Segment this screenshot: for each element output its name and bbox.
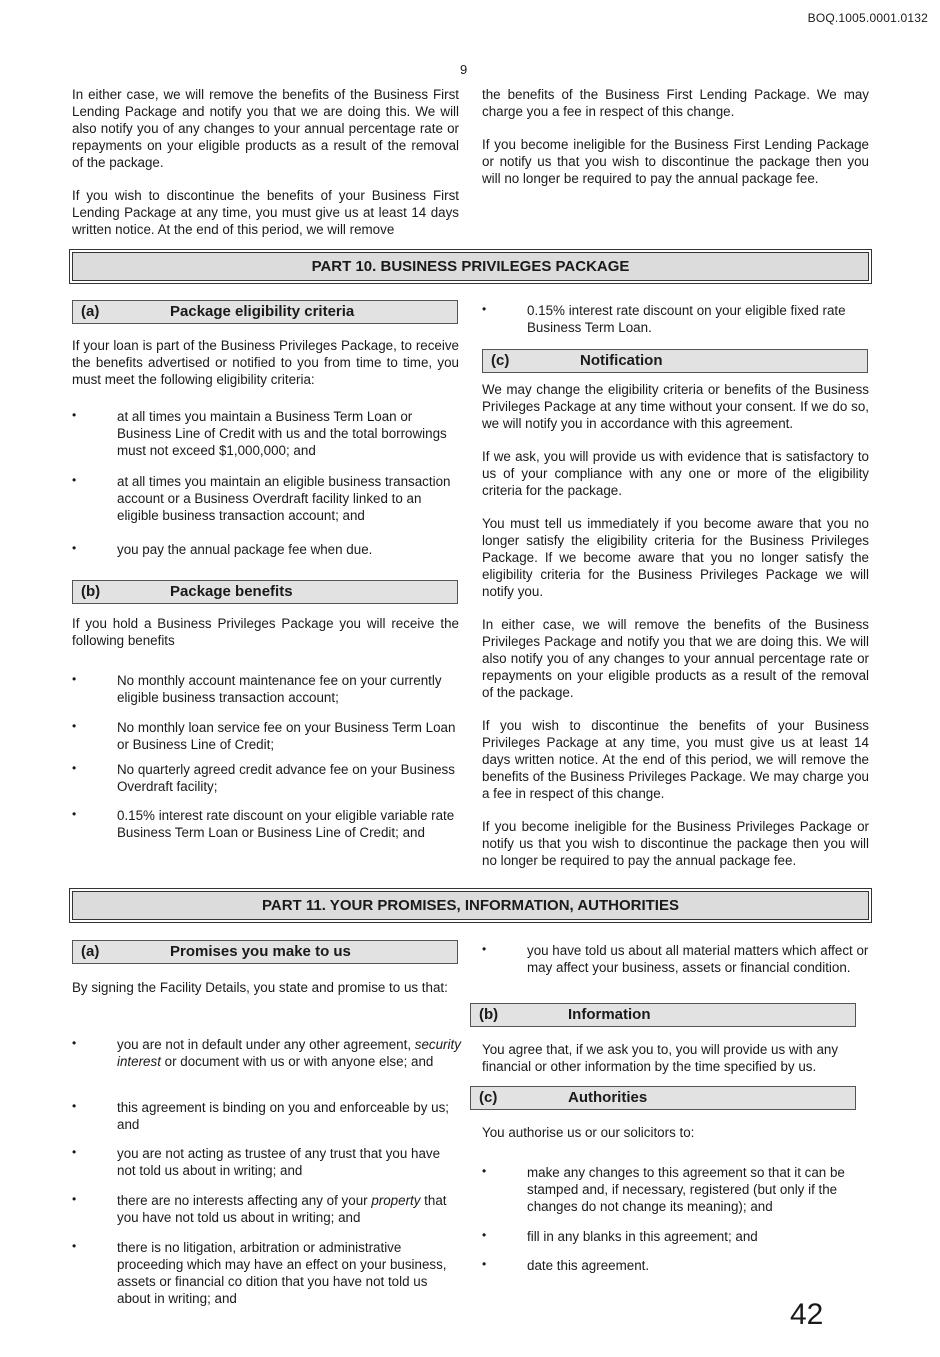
list-item-text: make any changes to this agreement so that it can be stamped and, if necessary, registered (but only if the changes do not change its meaning); and [527,1165,845,1214]
top-left-column [72,86,459,238]
bullet-icon: • [72,1145,77,1159]
promises-intro [72,979,459,996]
paragraph: If we ask, you will provide us with evidence that is satisfactory to us of your compliance with any one or more of the eligibility criteria for the package. [482,449,869,498]
list-item-text: you are not acting as trustee of any trust that you have not told us about in writing; and [117,1146,441,1178]
bullet-icon: • [72,807,77,821]
bullet-icon: • [72,761,77,775]
section-title: Authorities [568,1089,648,1106]
part-10-heading: PART 10. BUSINESS PRIVILEGES PACKAGE [72,252,869,281]
section-heading-benefits [72,580,458,604]
paragraph: You authorise us or our solicitors to: [482,1125,695,1140]
list-item-text: there are no interests affecting any of your property that you have not told us about in writing; and [117,1193,447,1225]
bullet-icon: • [482,1228,487,1242]
paragraph: If you become ineligible for the Business Privileges Package or notify us that you wish to discontinue the package then you will no longer be required to pay the annual package fee. [482,819,869,868]
section-letter: (c) [491,352,510,369]
bullet-icon: • [72,672,77,686]
paragraph: If you hold a Business Privileges Package you will receive the following benefits [72,616,459,648]
paragraph: If you become ineligible for the Business First Lending Package or notify us that you wish to discontinue the package then you will no longer be required to pay the annual package fee. [482,137,869,186]
paragraph: In either case, we will remove the benefits of the Business Privileges Package and notify you that we are doing this. We will also notify you of any changes to your annual percentage rate or repayments on your eligible products as a result of the removal of the package. [482,617,869,700]
section-letter: (c) [479,1089,498,1106]
bullet-icon: • [72,1036,77,1050]
list-item-text: No monthly account maintenance fee on your currently eligible business transaction account; [117,673,442,705]
paragraph: You agree that, if we ask you to, you will provide us with any financial or other information by the time specified by us. [482,1042,839,1074]
section-heading-information [470,1003,856,1027]
paragraph: By signing the Facility Details, you state and promise to us that: [72,980,448,995]
bullet-icon: • [482,1257,487,1271]
list-item-text: you pay the annual package fee when due. [117,542,373,557]
eligibility-intro [72,337,459,388]
list-item-text: this agreement is binding on you and enforceable by us; and [117,1100,450,1132]
bullet-icon: • [482,302,487,316]
section-title: Promises you make to us [170,943,351,960]
document-id: BOQ.1005.0001.0132 [807,11,928,25]
list-item-text: at all times you maintain a Business Term Loan or Business Line of Credit with us and the total borrowings must not exceed $1,000,000; and [117,409,447,458]
list-item-text: No quarterly agreed credit advance fee on your Business Overdraft facility; [117,762,455,794]
list-item-text: 0.15% interest rate discount on your eligible variable rate Business Term Loan or Business Line of Credit; and [117,808,455,840]
list-item-text: fill in any blanks in this agreement; and [527,1229,758,1244]
section-title: Information [568,1006,651,1023]
bullet-icon: • [72,541,77,555]
section-title: Notification [580,352,663,369]
section-letter: (a) [81,303,100,320]
bullet-icon: • [72,1239,77,1253]
benefits-intro [72,615,459,649]
list-item-text: date this agreement. [527,1258,650,1273]
paragraph: If you wish to discontinue the benefits of your Business Privileges Package at any time, you must give us at least 14 days written notice. At the end of this period, we will remove the benefits of the Business Privileges Package. We may charge you a fee in respect of this change. [482,718,869,801]
bullet-icon: • [72,1192,77,1206]
list-item-text: there is no litigation, arbitration or administrative proceeding which may have an effect on your business, assets or financial co dition that you have not told us about in writing; and [117,1240,447,1306]
section-heading-promises [72,940,458,964]
bullet-icon: • [72,719,77,733]
paragraph: In either case, we will remove the benefits of the Business First Lending Package and notify you that we are doing this. We will also notify you of any changes to your annual percentage rate or repayments on your eligible products as a result of the removal of the package. [72,87,459,170]
section-letter: (a) [81,943,100,960]
page-number: 9 [460,62,468,77]
section-title: Package eligibility criteria [170,303,355,320]
defined-term: property [371,1193,421,1208]
bullet-icon: • [72,408,77,422]
section-title: Package benefits [170,583,293,600]
notification-paragraphs [482,381,869,869]
bullet-icon: • [482,1164,487,1178]
section-heading-authorities [470,1086,856,1110]
paragraph: We may change the eligibility criteria or benefits of the Business Privileges Package at any time without your consent. If we do so, we will notify you in accordance with this agreement. [482,382,869,431]
section-letter: (b) [479,1006,499,1023]
section-heading-notification [482,349,868,373]
part-11-heading: PART 11. YOUR PROMISES, INFORMATION, AUTHORITIES [72,891,869,920]
list-item-text: you have told us about all material matters which affect or may affect your business, assets or financial condition. [527,943,869,975]
list-item-text: 0.15% interest rate discount on your eligible fixed rate Business Term Loan. [527,303,846,335]
paragraph: the benefits of the Business First Lending Package. We may charge you a fee in respect of this change. [482,87,869,119]
defined-term: security interest [117,1037,461,1069]
authorities-intro [482,1124,869,1141]
section-letter: (b) [81,583,101,600]
paragraph: If you wish to discontinue the benefits of your Business First Lending Package at any time, you must give us at least 14 days written notice. At the end of this period, we will remove [72,188,459,237]
footer-page-number: 42 [790,1298,824,1331]
top-right-column [482,86,869,187]
section-heading-eligibility [72,300,458,324]
list-item-text: you are not in default under any other agreement, security interest or document with us or with anyone else; and [117,1037,461,1069]
bullet-icon: • [482,942,487,956]
paragraph: If your loan is part of the Business Privileges Package, to receive the benefits advertised or notified to you from time to time, you must meet the following eligibility criteria: [72,338,459,387]
list-item-text: at all times you maintain an eligible business transaction account or a Business Overdraft facility linked to an eligible business transaction account; and [117,474,451,523]
paragraph: You must tell us immediately if you become aware that you no longer satisfy the eligibility criteria for the Business Privileges Package. If we become aware that you no longer satisfy the eligibility criteria for the Business Privileges Package we will notify you. [482,516,869,599]
list-item-text: No monthly loan service fee on your Business Term Loan or Business Line of Credit; [117,720,456,752]
information-text [482,1041,869,1075]
bullet-icon: • [72,473,77,487]
bullet-icon: • [72,1099,77,1113]
